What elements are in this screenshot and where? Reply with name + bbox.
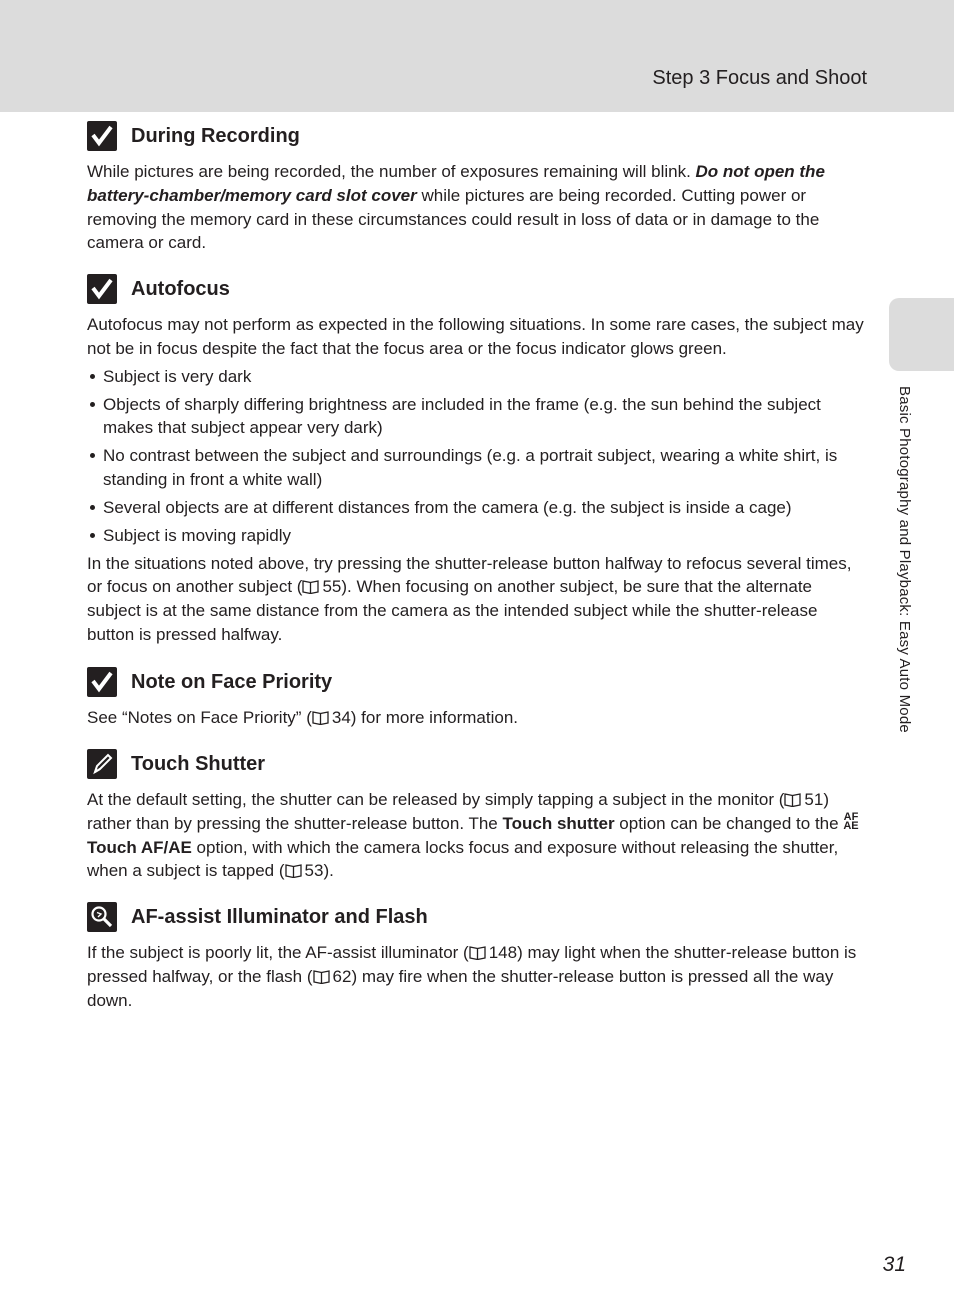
page-ref[interactable]: 55 [322,577,342,597]
section-title: Autofocus [131,277,230,300]
paragraph: At the default setting, the shutter can be released by simply tapping a subject in the monitor ( 51) rather than by pressing the shutter-release button. The Touch shutter option can be changed to the AF AE Touch AF/AE option, with which the camera locks focus and exposure without releasing the shutter, when a subject is tapped ( 53). [87,790,859,881]
page-content [87,118,867,1012]
book-ref-icon [285,863,302,878]
list-item: Subject is very dark [87,365,867,389]
book-ref-icon [469,945,486,960]
page-number: 31 [882,1253,906,1276]
page-ref[interactable]: 62 [332,966,352,986]
section-autofocus [87,271,867,664]
page-ref[interactable]: 53 [304,861,324,881]
book-ref-icon [312,710,329,725]
paragraph: In the situations noted above, try pressing the shutter-release button halfway to refocus several times, or focus on another subject ( 55). When focusing on another subject, be sure that the alternate subject is at the same distance from the camera as the intended subject while the shutter-release button is pressed halfway. [87,553,852,644]
bullet-list [87,365,867,548]
section-touch-shutter [87,746,867,899]
list-item: Objects of sharply differing brightness are included in the frame (e.g. the sun behind the subject makes that subject appear very dark) [87,393,867,440]
list-item: Subject is moving rapidly [87,524,867,548]
book-ref-icon [784,792,801,807]
option-name: Touch AF/AE [87,837,192,857]
page-ref[interactable]: 34 [331,708,351,727]
chapter-tab [889,298,954,371]
section-face-priority [87,664,867,746]
chapter-tab-label: Basic Photography and Playback: Easy Auto Mode [896,386,913,733]
section-during-recording [87,118,867,271]
page-header-title: Step 3 Focus and Shoot [652,67,867,89]
page-ref[interactable]: 51 [804,790,824,809]
caution-check-icon [87,121,117,151]
section-title: During Recording [131,124,300,147]
touch-af-ae-icon: AF AE [843,810,859,832]
paragraph: See “Notes on Face Priority” ( 34) for more information. [87,708,519,727]
book-ref-icon [313,969,330,984]
option-name: Touch shutter [502,813,615,833]
page-ref[interactable]: 148 [488,943,518,962]
paragraph: If the subject is poorly lit, the AF-assist illuminator ( 148) may light when the shutter-release button is pressed halfway, or the flash ( 62) may fire when the shutter-release button is pressed all the way down. [87,943,857,1010]
section-title: AF-assist Illuminator and Flash [131,905,428,928]
section-af-assist [87,899,867,1012]
section-title: Touch Shutter [131,752,266,775]
paragraph: Autofocus may not perform as expected in the following situations. In some rare cases, the subject may not be in focus despite the fact that the focus area or the focus indicator glows green. [87,315,864,358]
list-item: Several objects are at different distances from the camera (e.g. the subject is inside a cage) [87,496,867,520]
magnifier-info-icon [87,902,117,932]
header-band [0,0,954,112]
warning-emphasis: Do not open the battery-chamber/memory card slot cover [87,162,825,205]
paragraph: While pictures are being recorded, the number of exposures remaining will blink. Do not open the battery-chamber/memory card slot cover while pictures are being recorded. Cutting power or removing the memory card in these circumstances could result in loss of data or in damage to the camera or card. [87,162,825,253]
list-item: No contrast between the subject and surroundings (e.g. a portrait subject, wearing a white shirt, is standing in front a white wall) [87,444,867,491]
section-title: Note on Face Priority [131,670,333,693]
caution-check-icon [87,274,117,304]
book-ref-icon [302,579,319,594]
caution-check-icon [87,667,117,697]
note-pencil-icon [87,749,117,779]
